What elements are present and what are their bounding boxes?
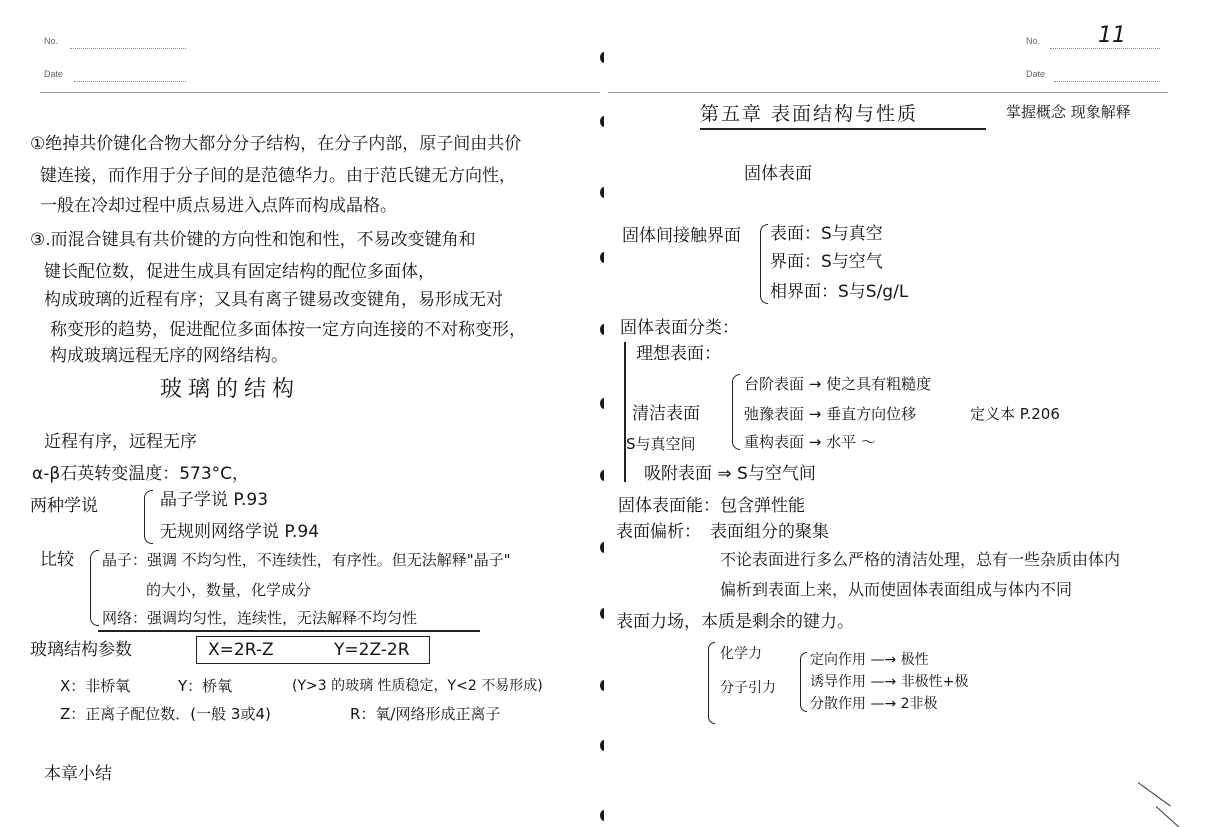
page-number: 11 <box>1098 23 1126 48</box>
surface-segregation-label: 表面偏析： <box>616 522 701 542</box>
para2-line4: 称变形的趋势，促进配位多面体按一定方向连接的不对称变形， <box>50 320 526 340</box>
relaxation-reference: 定义本 P.206 <box>970 405 1060 423</box>
z-definition: Z：正离子配位数．(一般 3或4) <box>60 705 271 723</box>
interface-brace <box>760 224 768 304</box>
short-long-order: 近程有序，远程无序 <box>44 432 197 452</box>
no-dotted-line <box>70 48 186 49</box>
chapter-note: 掌握概念 现象解释 <box>1006 103 1131 121</box>
chemical-force: 化学力 <box>720 646 762 662</box>
no-label: No. <box>1026 36 1041 46</box>
intermolecular-brace <box>800 652 807 712</box>
solid-surface-heading: 固体表面 <box>744 164 812 184</box>
chapter-title-underline <box>700 128 986 130</box>
force-brace <box>708 642 715 724</box>
chapter-summary: 本章小结 <box>44 764 112 784</box>
surface-energy: 固体表面能：包含弹性能 <box>618 496 805 516</box>
para1-line3: 一般在冷却过程中质点易进入点阵而构成晶格。 <box>40 196 397 216</box>
date-label: Date <box>1026 69 1046 79</box>
intermolecular-force: 分子引力 <box>720 680 776 696</box>
network-compare: 网络：强调均匀性，连续性，无法解释不均匀性 <box>102 609 418 627</box>
induction-effect: 诱导作用 —→ 非极性+极 <box>810 674 969 690</box>
para2-line3: 构成玻璃的近程有序；又具有离子键易改变键角，易形成无对 <box>44 290 503 310</box>
date-label: Date <box>44 69 64 79</box>
relaxation-surface: 弛豫表面 → 垂直方向位移 <box>744 405 917 423</box>
two-theories-label: 两种学说 <box>30 496 98 516</box>
surface-segregation-definition: 表面组分的聚集 <box>710 522 829 542</box>
x-definition: X：非桥氧 <box>60 677 131 695</box>
formula-x: X=2R-Z <box>208 640 274 660</box>
pen-stroke <box>1138 782 1171 807</box>
segregation-explanation-line1: 不论表面进行多么严格的清洁处理，总有一些杂质由体内 <box>720 550 1121 569</box>
classification-label: 固体表面分类： <box>620 318 739 338</box>
quartz-transition: α-β石英转变温度：573°C， <box>32 464 250 484</box>
header-rule <box>608 92 1168 93</box>
para2-line2: 键长配位数，促进生成具有固定结构的配位多面体， <box>44 262 435 282</box>
clean-surface: 清洁表面 <box>632 404 700 424</box>
interface-label: 固体间接触界面 <box>622 226 741 246</box>
para2-line1: ③.而混合键具有共价键的方向性和饱和性，不易改变键角和 <box>30 230 476 250</box>
para1-line1: ①绝掉共价键化合物大都分分子结构，在分子内部，原子间由共价 <box>30 134 522 154</box>
no-label: No. <box>44 36 59 46</box>
ideal-surface: 理想表面： <box>636 344 721 364</box>
para2-line5: 构成玻璃远程无序的网络结构。 <box>50 346 288 366</box>
clean-surface-brace <box>732 374 740 450</box>
header-rule <box>40 92 600 93</box>
glass-params-label: 玻璃结构参数 <box>30 640 132 660</box>
surface-force-heading: 表面力场，本质是剩余的键力。 <box>616 612 854 632</box>
formula-y: Y=2Z-2R <box>334 640 410 660</box>
segregation-explanation-line2: 偏析到表面上来，从而使固体表面组成与体内不同 <box>720 580 1073 599</box>
right-notebook-page <box>604 0 1208 827</box>
random-network-theory: 无规则网络学说 P.94 <box>160 522 320 542</box>
crystallite-theory: 晶子学说 P.93 <box>160 490 269 510</box>
dispersion-effect: 分散作用 —→ 2非极 <box>810 696 938 712</box>
crystallite-compare-line2: 的大小，数量，化学成分 <box>146 581 312 599</box>
date-dotted-line <box>1054 81 1160 82</box>
y-stability-note: (Y>3 的玻璃 性质稳定，Y<2 不易形成) <box>292 678 543 694</box>
para1-line2: 键连接，而作用于分子间的是范德华力。由于范氏键无方向性， <box>40 166 516 186</box>
chapter-title: 第五章 表面结构与性质 <box>700 103 919 125</box>
compare-underline <box>98 630 480 632</box>
boundary-definition: 界面：S与空气 <box>770 252 883 272</box>
glass-structure-title: 玻璃的结构 <box>160 377 301 402</box>
adsorption-surface: 吸附表面 ⇒ S与空气间 <box>644 464 816 484</box>
clean-surface-note: S与真空间 <box>626 435 696 453</box>
theories-brace <box>144 490 153 544</box>
date-dotted-line <box>74 81 186 82</box>
no-dotted-line <box>1050 48 1160 49</box>
phase-interface-definition: 相界面：S与S/g/L <box>770 282 909 302</box>
surface-definition: 表面：S与真空 <box>770 224 883 244</box>
r-definition: R：氧/网络形成正离子 <box>350 705 501 723</box>
step-surface: 台阶表面 → 使之具有粗糙度 <box>744 375 932 393</box>
orientation-effect: 定向作用 —→ 极性 <box>810 652 929 668</box>
compare-label: 比较 <box>40 550 74 570</box>
y-definition: Y：桥氧 <box>178 677 233 695</box>
crystallite-compare-line1: 晶子：强调 不均匀性，不连续性，有序性。但无法解释"晶子" <box>102 551 511 569</box>
reconstruction-surface: 重构表面 → 水平 ～ <box>744 433 876 451</box>
pen-stroke <box>1156 806 1182 827</box>
compare-brace <box>90 550 99 626</box>
classification-bracket <box>624 342 626 482</box>
